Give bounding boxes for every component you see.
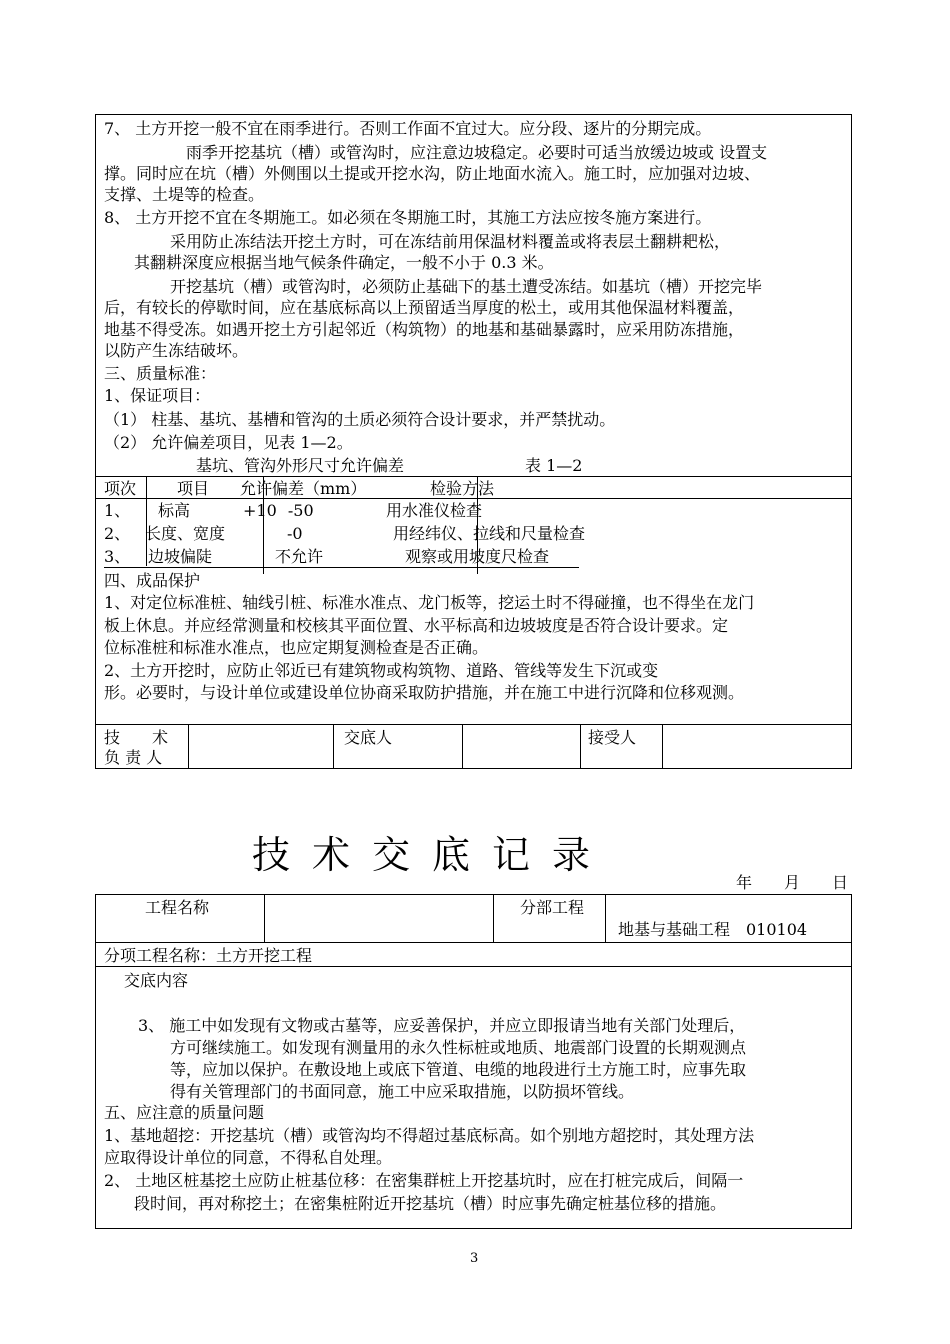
signature-rule [580, 724, 581, 768]
para-line: 形。必要时，与设计单位或建设单位协商采取防护措施，并在施工中进行沉降和位移观测。 [104, 683, 745, 702]
para-line: 3、 施工中如发现有文物或古墓等，应妥善保护，并应立即报请当地有关部门处理后， [138, 1016, 746, 1035]
table-rule [146, 476, 147, 566]
record-rule [264, 894, 265, 942]
para-line: 支撑、土堤等的检查。 [104, 185, 265, 204]
signature-rule [462, 724, 463, 768]
division-label: 分部工程 [520, 898, 585, 917]
table-cell: 1、 [104, 501, 131, 520]
table-caption: 基坑、管沟外形尺寸允许偏差 [196, 456, 405, 475]
para-line: 方可继续施工。如发现有测量用的永久性标桩或地质、地震部门设置的长期观测点 [170, 1038, 747, 1057]
para-line: 2、土方开挖时，应防止邻近已有建筑物或构筑物、道路、管线等发生下沉或变 [104, 661, 659, 680]
table-cell: 观察或用坡度尺检查 [405, 547, 550, 566]
project-name-label: 工程名称 [145, 898, 210, 917]
para-line: 应取得设计单位的同意，不得私自处理。 [104, 1148, 393, 1167]
signature-rule [188, 724, 189, 768]
para-line: 段时间，再对称挖土；在密集桩附近开挖基坑（槽）时应事先确定桩基位移的措施。 [134, 1194, 727, 1213]
date-field: 年 月 日 [736, 873, 849, 892]
para-line: 板上休息。并应经常测量和校核其平面位置、水平标高和边坡坡度是否符合设计要求。定 [104, 616, 729, 635]
table-cell: 用经纬仪、拉线和尺量检查 [393, 524, 586, 543]
para-line: 采用防止冻结法开挖土方时，可在冻结前用保温材料覆盖或将表层土翻耕耙松， [170, 232, 731, 251]
tech-lead-label: 负 责 人 [104, 748, 163, 767]
division-value: 地基与基础工程 010104 [618, 920, 808, 939]
para-line: 地基不得受冻。如遇开挖土方引起邻近（构筑物）的地基和基础暴露时，应采用防冻措施， [104, 320, 745, 339]
signature-rule [96, 724, 851, 725]
table-rule [104, 567, 579, 568]
para-line: 1、保证项目： [104, 386, 211, 405]
tech-lead-label: 技 术 [104, 728, 169, 747]
para-line: （1） 柱基、基坑、基槽和管沟的土质必须符合设计要求，并严禁扰动。 [104, 410, 616, 429]
para-line: 后，有较长的停歇时间，应在基底标高以上预留适当厚度的松土，或用其他保温材料覆盖， [104, 298, 745, 317]
receiver-label: 接受人 [588, 728, 637, 747]
table-cell: 用水准仪检查 [386, 501, 483, 520]
para-line: 7、 土方开挖一般不宜在雨季进行。否则工作面不宜过大。应分段、逐片的分期完成。 [104, 119, 712, 138]
content-label: 交底内容 [124, 971, 189, 990]
para-line: 得有关管理部门的书面同意，施工中应采取措施，以防损坏管线。 [170, 1082, 635, 1101]
table-header: 项次 [104, 479, 137, 498]
para-line: （2） 允许偏差项目，见表 1—2。 [104, 433, 353, 452]
table-cell: 2、 [104, 524, 131, 543]
para-line: 位标准桩和标准水准点，也应定期复测检查是否正确。 [104, 638, 489, 657]
para-line: 雨季开挖基坑（槽）或管沟时，应注意边坡稳定。必要时可适当放缓边坡或 设置支 [186, 143, 768, 162]
table-cell: -0 [287, 524, 303, 543]
para-line: 1、对定位标准桩、轴线引桩、标准水准点、龙门板等，挖运土时不得碰撞，也不得坐在龙门 [104, 593, 755, 612]
para-line: 1、基地超挖：开挖基坑（槽）或管沟均不得超过基底标高。如个别地方超挖时，其处理方法 [104, 1126, 755, 1145]
section-heading: 三、质量标准： [104, 364, 217, 383]
page-number: 3 [470, 1251, 479, 1266]
para-line: 开挖基坑（槽）或管沟时，必须防止基础下的基土遭受冻结。如基坑（槽）开挖完毕 [170, 277, 763, 296]
record-title: 技术交底记录 [252, 833, 613, 877]
table-cell: +10 -50 [243, 501, 314, 520]
table-cell: 长度、宽度 [145, 524, 226, 543]
section-heading: 四、成品保护 [104, 571, 201, 590]
para-line: 以防产生冻结破坏。 [104, 341, 249, 360]
table-header: 项目 [177, 479, 210, 498]
table-cell: 3、 [104, 547, 131, 566]
record-rule [605, 894, 606, 942]
record-rule [493, 894, 494, 942]
table-header: 允许偏差（mm） [240, 479, 367, 498]
table-cell: 不允许 [275, 547, 324, 566]
para-line: 等，应加以保护。在敷设地上或底下管道、电缆的地段进行土方施工时，应事先取 [170, 1060, 747, 1079]
table-cell: 边坡偏陡 [148, 547, 213, 566]
para-line: 撑。同时应在坑（槽）外侧围以土提或开挖水沟，防止地面水流入。施工时，应加强对边坡、 [104, 164, 761, 183]
subitem-name: 分项工程名称：土方开挖工程 [104, 946, 313, 965]
presenter-label: 交底人 [344, 728, 393, 747]
para-line: 其翻耕深度应根据当地气候条件确定，一般不小于 0.3 米。 [134, 253, 554, 272]
record-rule [96, 966, 851, 967]
section-heading: 五、应注意的质量问题 [104, 1103, 265, 1122]
table-header: 检验方法 [430, 479, 495, 498]
para-line: 2、 土地区桩基挖土应防止桩基位移：在密集群桩上开挖基坑时，应在打桩完成后，间隔一 [104, 1171, 744, 1190]
table-number: 表 1—2 [525, 456, 583, 475]
para-line: 8、 土方开挖不宜在冬期施工。如必须在冬期施工时，其施工方法应按冬施方案进行。 [104, 208, 712, 227]
record-rule [96, 942, 851, 943]
signature-rule [662, 724, 663, 768]
table-cell: 标高 [158, 501, 191, 520]
table-rule [96, 476, 851, 477]
signature-rule [333, 724, 334, 768]
